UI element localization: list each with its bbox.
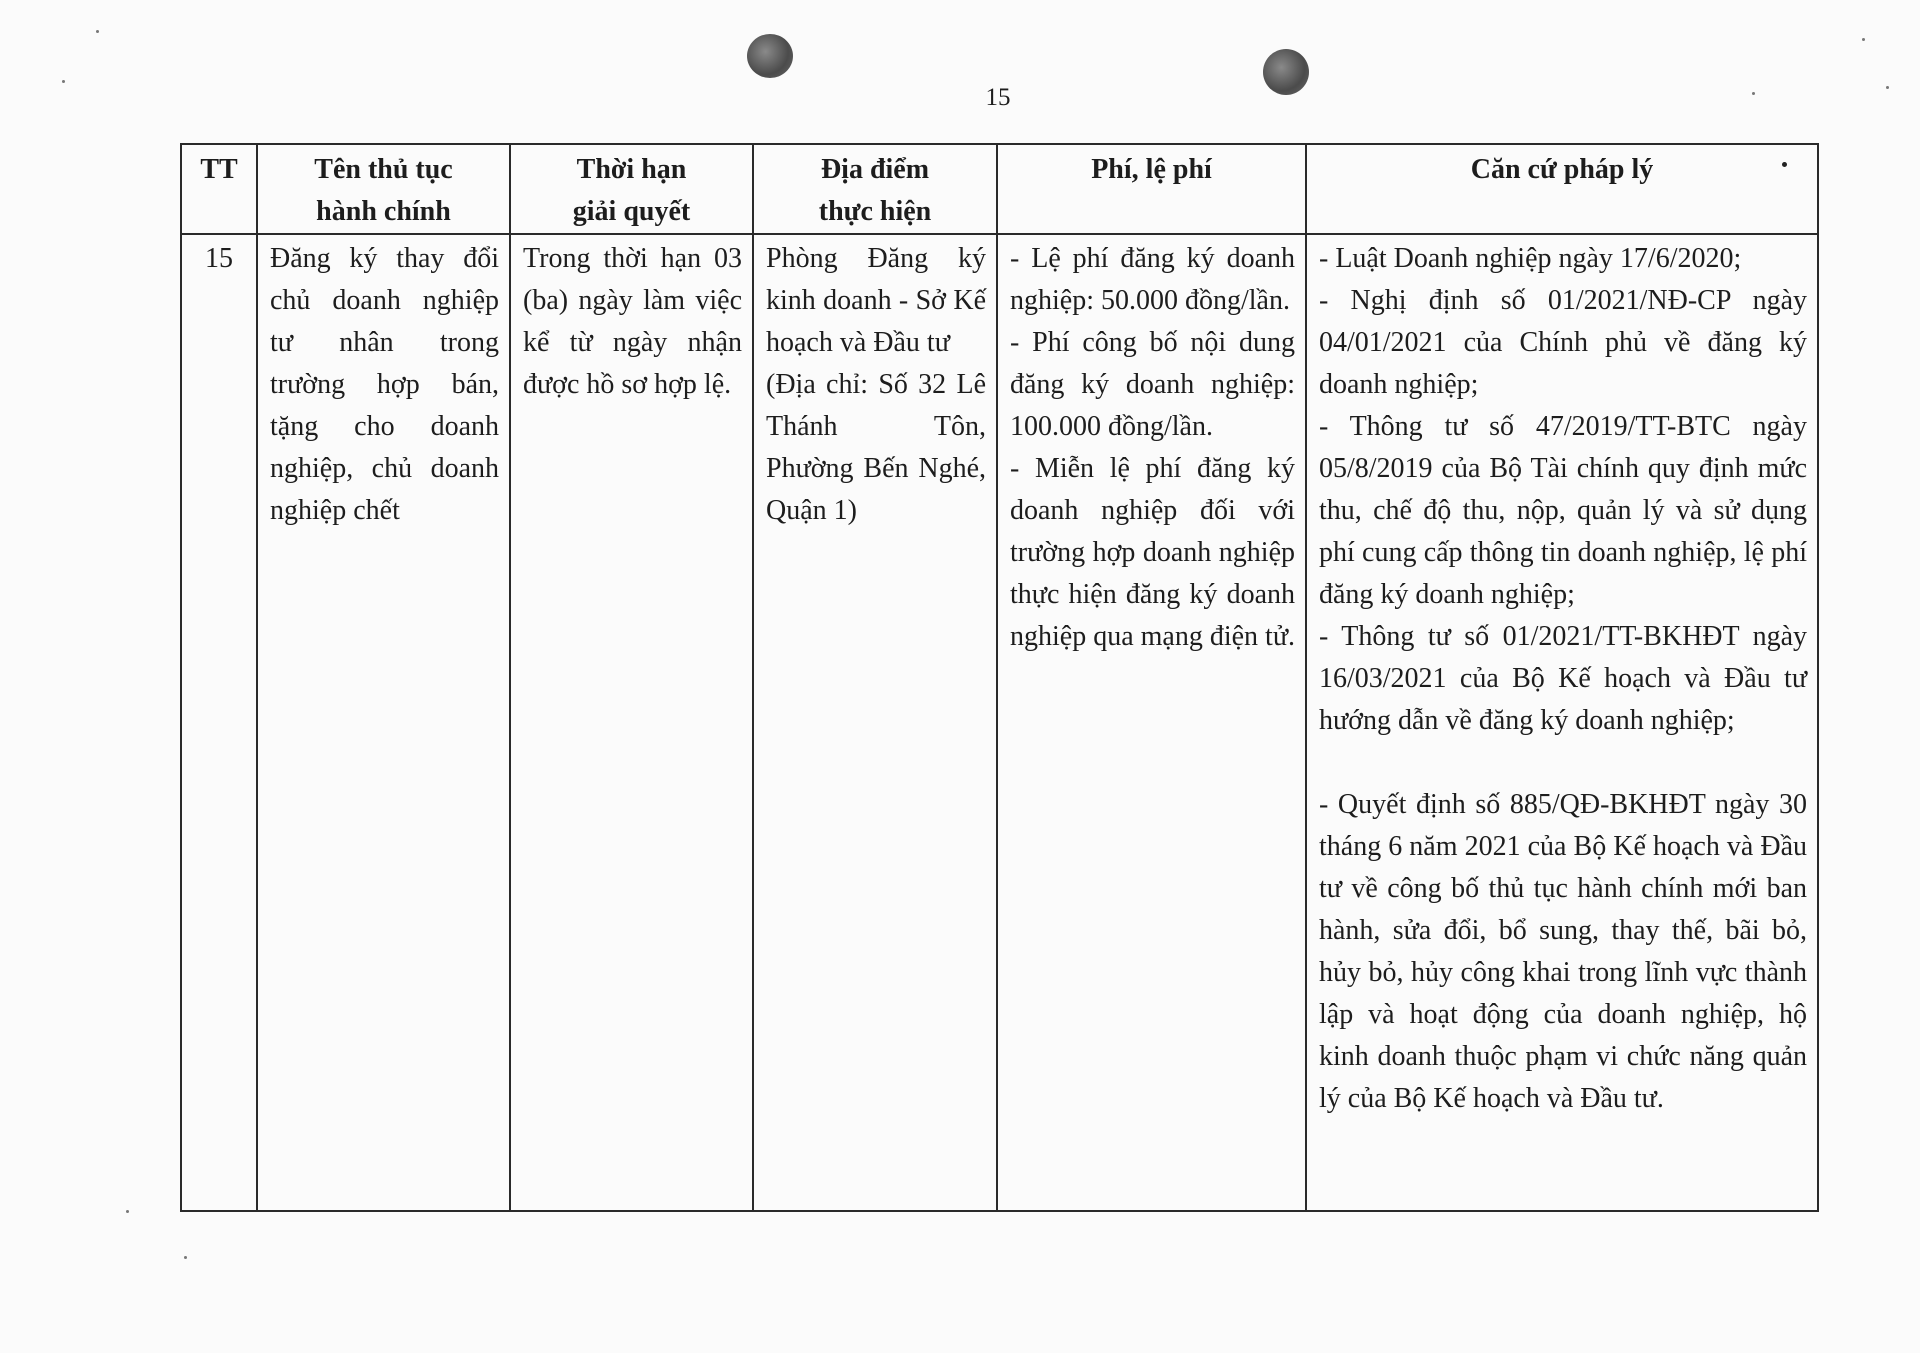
can-cu-item-1: - Luật Doanh nghiệp ngày 17/6/2020;	[1319, 243, 1742, 274]
cell-thoi-han: Trong thời hạn 03 (ba) ngày làm việc kể từ ngày nhận được hồ sơ hợp lệ.	[510, 234, 753, 1211]
scan-speck	[96, 30, 99, 33]
dia-diem-address: (Địa chỉ: Số 32 Lê Thánh Tôn, Phường Bến Nghé, Quận 1)	[766, 369, 986, 526]
cell-phi	[997, 234, 1306, 1211]
header-dia-diem-line-1: Địa điểm	[820, 154, 930, 185]
header-thoi-han	[510, 144, 753, 234]
header-can-cu: Căn cứ pháp lý	[1306, 144, 1818, 234]
paragraph-gap	[1319, 742, 1807, 784]
header-ten-thu-tuc-line-1: Tên thủ tục	[314, 154, 453, 185]
header-thoi-han-line-1: Thời hạn	[576, 154, 687, 185]
header-dia-diem	[753, 144, 997, 234]
cell-tt: 15	[181, 234, 257, 1211]
table-header-row	[181, 144, 1818, 234]
can-cu-item-2: - Nghị định số 01/2021/NĐ-CP ngày 04/01/2021 của Chính phủ về đăng ký doanh nghiệp;	[1319, 285, 1807, 400]
scan-speck	[1862, 38, 1865, 41]
dia-diem-office: Phòng Đăng ký kinh doanh - Sở Kế hoạch và Đầu tư	[766, 243, 986, 358]
table-row	[181, 234, 1818, 1211]
header-thoi-han-line-2: giải quyết	[572, 196, 691, 227]
cell-can-cu	[1306, 234, 1818, 1211]
header-tt: TT	[181, 144, 257, 234]
scan-speck	[126, 1210, 129, 1213]
phi-item-3: - Miễn lệ phí đăng ký doanh nghiệp đối với trường hợp doanh nghiệp thực hiện đăng ký doanh nghiệp qua mạng điện tử.	[1010, 453, 1296, 652]
header-dia-diem-line-2: thực hiện	[818, 196, 932, 227]
page-number: 15	[985, 84, 1011, 111]
can-cu-item-4: - Thông tư số 01/2021/TT-BKHĐT ngày 16/03/2021 của Bộ Kế hoạch và Đầu tư hướng dẫn về đăng ký doanh nghiệp;	[1319, 621, 1807, 736]
can-cu-item-5: - Quyết định số 885/QĐ-BKHĐT ngày 30 tháng 6 năm 2021 của Bộ Kế hoạch và Đầu tư về công bố thủ tục hành chính mới ban hành, sửa đổi, bổ sung, thay thế, bãi bỏ, hủy bỏ, hủy công khai trong lĩnh vực thành lập và hoạt động của doanh nghiệp, hộ kinh doanh thuộc phạm vi chức năng quản lý của Bộ Kế hoạch và Đầu tư.	[1319, 789, 1807, 1114]
cell-ten-thu-tuc: Đăng ký thay đổi chủ doanh nghiệp tư nhân trong trường hợp bán, tặng cho doanh nghiệp, chủ doanh nghiệp chết	[257, 234, 510, 1211]
cell-dia-diem	[753, 234, 997, 1211]
scan-speck	[62, 80, 65, 83]
procedure-table	[180, 143, 1819, 1212]
phi-item-1: - Lệ phí đăng ký doanh nghiệp: 50.000 đồng/lần.	[1010, 243, 1295, 316]
scan-speck	[184, 1256, 187, 1259]
phi-item-2: - Phí công bố nội dung đăng ký doanh nghiệp: 100.000 đồng/lần.	[1010, 327, 1295, 442]
header-ten-thu-tuc	[257, 144, 510, 234]
header-ten-thu-tuc-line-2: hành chính	[316, 196, 451, 227]
can-cu-item-3: - Thông tư số 47/2019/TT-BTC ngày 05/8/2019 của Bộ Tài chính quy định mức thu, chế độ thu, nộp, quản lý và sử dụng phí cung cấp thông tin doanh nghiệp, lệ phí đăng ký doanh nghiệp;	[1319, 411, 1807, 610]
header-phi: Phí, lệ phí	[997, 144, 1306, 234]
punch-hole-left	[747, 34, 793, 78]
